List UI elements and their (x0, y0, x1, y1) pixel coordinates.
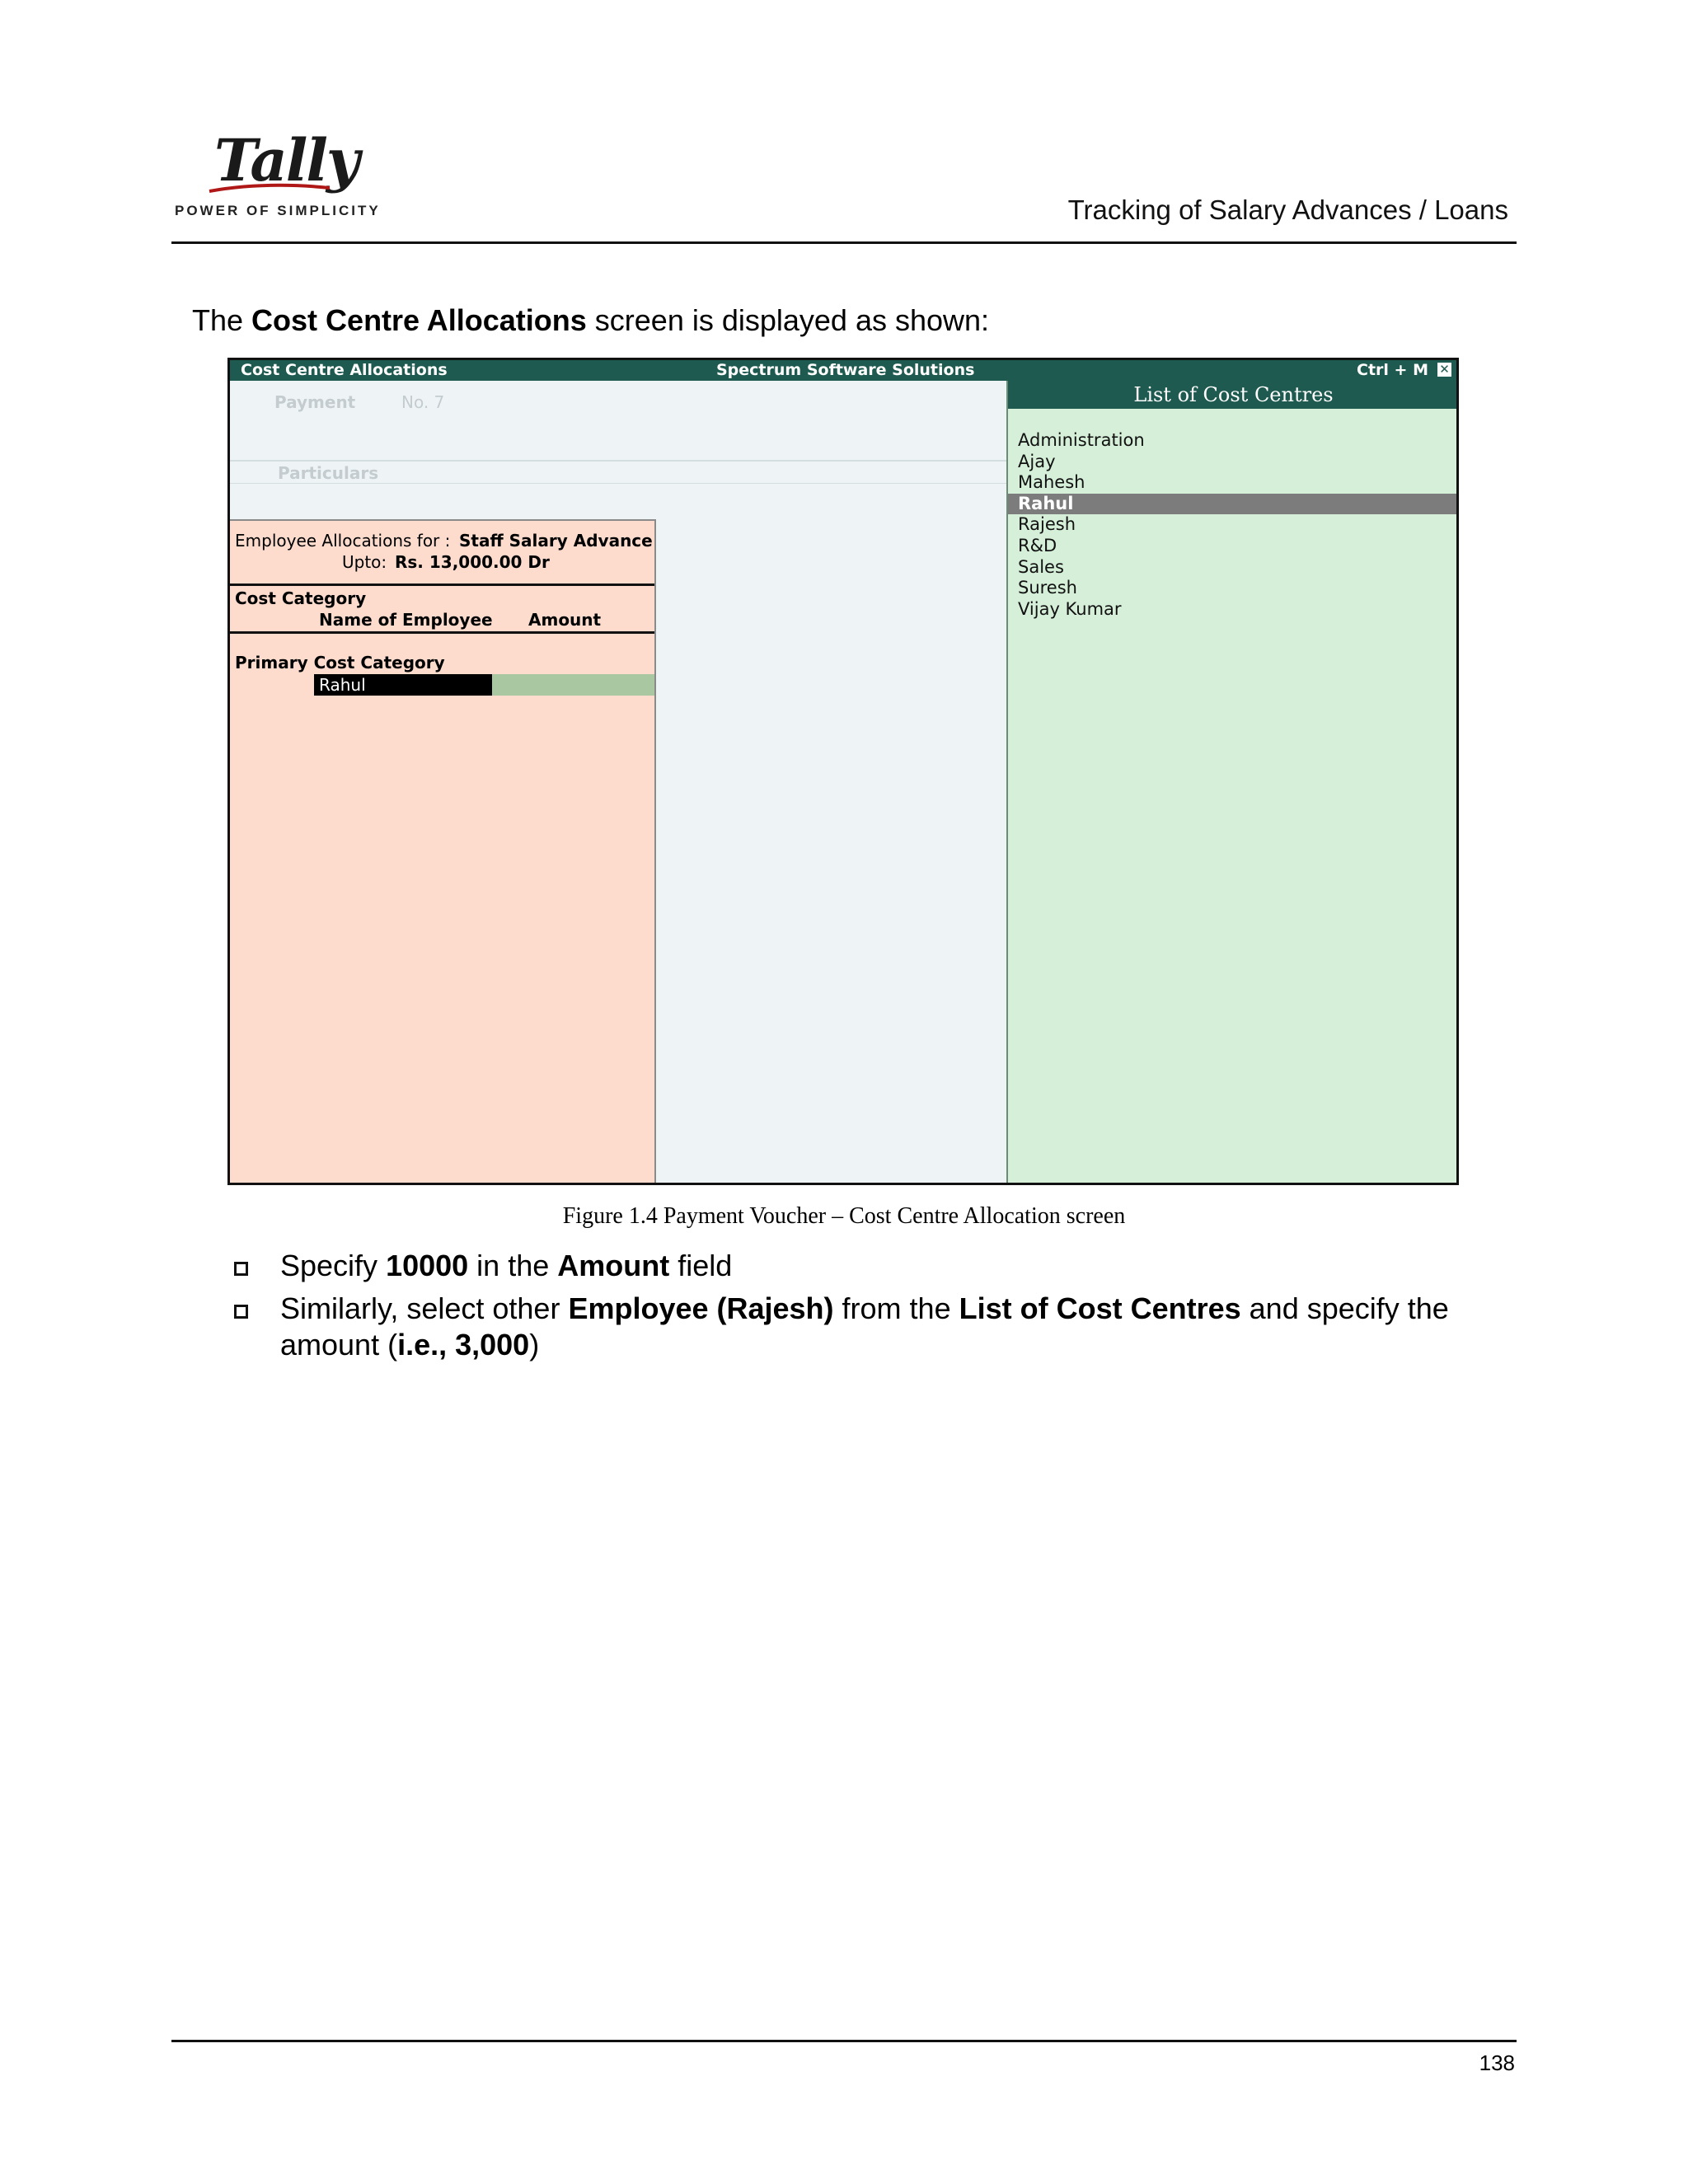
particulars-label: Particulars (278, 463, 379, 483)
figure-caption: Figure 1.4 Payment Voucher – Cost Centre Allocation screen (562, 1203, 1126, 1229)
page-number: 138 (1479, 2050, 1515, 2075)
instruction-text: Similarly, select other (280, 1291, 569, 1325)
upto-value: Rs. 13,000.00 Dr (395, 552, 550, 572)
instruction-text: Amount (557, 1249, 670, 1282)
intro-suffix: screen is displayed as shown: (586, 303, 990, 337)
list-title: List of Cost Centres (1008, 381, 1459, 409)
instruction-text: field (669, 1249, 733, 1282)
amount-field[interactable] (492, 674, 654, 696)
instruction-list (232, 1248, 1518, 1370)
voucher-type-label: Payment (274, 392, 356, 412)
voucher-background (230, 381, 1006, 1185)
cost-centre-item[interactable]: Sales (1018, 556, 1064, 577)
instruction-text: in the (468, 1249, 558, 1282)
instruction-text: 10000 (386, 1249, 469, 1282)
intro-prefix: The (192, 303, 252, 337)
allocation-for-value: Staff Salary Advance (459, 531, 653, 551)
logo-swoosh-icon (208, 180, 331, 196)
square-bullet-icon (234, 1262, 248, 1276)
cost-centre-item[interactable]: R&D (1018, 535, 1057, 555)
cost-centre-item[interactable]: Administration (1018, 430, 1145, 450)
window-title: Cost Centre Allocations (241, 361, 448, 379)
instruction-item (232, 1248, 1518, 1284)
cost-centre-item[interactable]: Ajay (1018, 451, 1056, 471)
cost-category-header: Cost Category (235, 588, 367, 608)
cost-centre-list-panel (1006, 381, 1459, 1185)
cost-centre-item[interactable]: Vijay Kumar (1018, 598, 1122, 619)
upto-label: Upto: (342, 552, 387, 572)
cost-centre-item[interactable]: Suresh (1018, 578, 1077, 598)
column-header-rule (230, 631, 654, 634)
chapter-title: Tracking of Salary Advances / Loans (1067, 194, 1508, 225)
company-name: Spectrum Software Solutions (716, 361, 975, 379)
instruction-text: Employee (Rajesh) (568, 1291, 834, 1325)
window-titlebar (230, 360, 1456, 381)
logo-word: Tally (214, 126, 359, 194)
cost-centre-item[interactable]: Rahul (1008, 494, 1459, 515)
employee-name-field[interactable]: Rahul (314, 674, 492, 696)
employee-name-header: Name of Employee (319, 610, 493, 630)
logo-tagline: POWER OF SIMPLICITY (175, 203, 381, 218)
square-bullet-icon (234, 1305, 248, 1319)
close-icon[interactable]: ✕ (1437, 363, 1451, 377)
header-rule (171, 241, 1517, 244)
amount-header: Amount (528, 610, 602, 630)
cost-centre-allocation-screen (227, 358, 1459, 1185)
instruction-text: and specify the amount ( (280, 1291, 1449, 1361)
primary-cost-category: Primary Cost Category (235, 653, 445, 673)
shortcut-label: Ctrl + M (1357, 361, 1428, 379)
instruction-text: List of Cost Centres (959, 1291, 1241, 1325)
intro-paragraph (192, 303, 989, 338)
voucher-divider (230, 460, 1006, 462)
cost-centre-item[interactable]: Rajesh (1018, 514, 1076, 535)
footer-rule (171, 2040, 1517, 2042)
allocation-for-label: Employee Allocations for : (235, 531, 451, 551)
instruction-text: from the (833, 1291, 959, 1325)
allocation-header-rule (230, 583, 654, 586)
instruction-text: ) (529, 1328, 540, 1361)
voucher-number-label: No. 7 (401, 392, 445, 412)
cost-centre-list (1008, 430, 1459, 620)
employee-allocation-panel (230, 519, 656, 1185)
instruction-text: i.e., 3,000 (397, 1328, 530, 1361)
particulars-divider (230, 483, 1006, 484)
tally-logo (175, 126, 381, 223)
instruction-item (232, 1291, 1518, 1363)
intro-bold: Cost Centre Allocations (251, 303, 587, 337)
instruction-text: Specify (280, 1249, 387, 1282)
cost-centre-item[interactable]: Mahesh (1018, 472, 1085, 493)
